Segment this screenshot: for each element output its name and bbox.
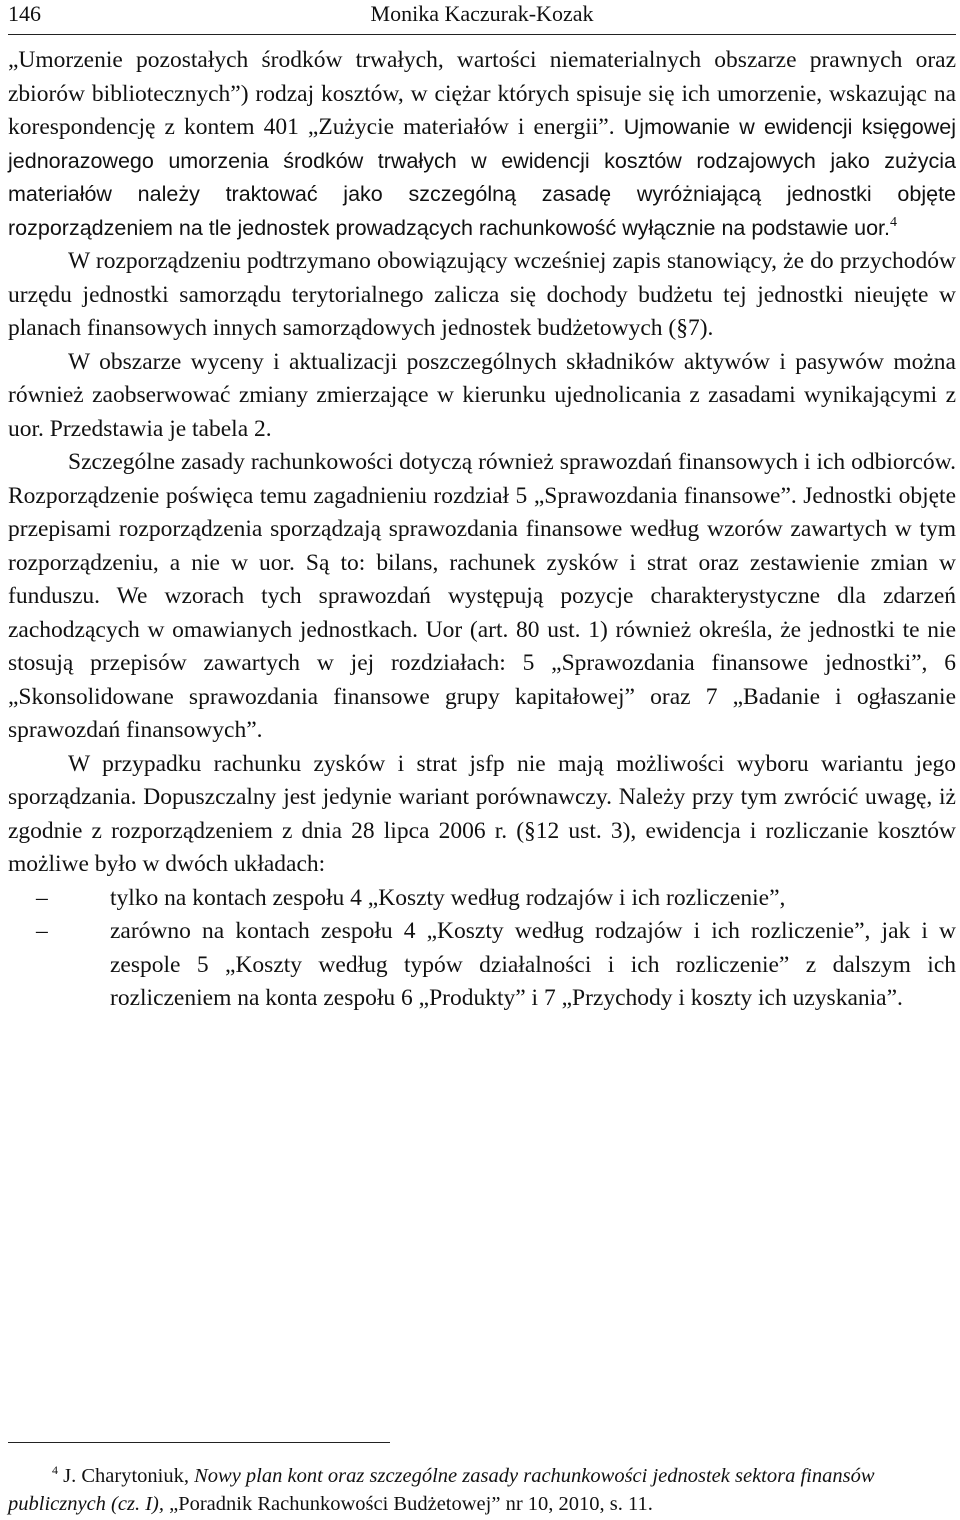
paragraph-2: W rozporządzeniu podtrzymano obowiązujący wcześniej zapis stanowiący, że do przychodów urzędu jednostki samorządu terytorialnego zalicza się dochody budżetu tej jednostki nieujęte w planach finansowych innych samorządowych jednostek budżetowych (§7). (8, 248, 956, 341)
dash-bullet: – (36, 884, 48, 911)
list-item (8, 915, 956, 1016)
footnote-title: Nowy plan kont oraz szczególne zasady rachunkowości jednostek sektora finansów publicznych (cz. I), (8, 1465, 875, 1515)
paragraph-1-rest: Ujmowanie w ewidencji księgowej jednorazowego umorzenia środków trwałych w ewidencji kosztów rodzajowych jako zużycia materiałów należy traktować jako szczególną zasadę wyróżniającą jednostki objęte rozporządzeniem na tle jednostek prowadzących rachunkowość wyłącznie na podstawie uor. (8, 115, 956, 240)
paragraph-1 (8, 44, 956, 245)
paragraph-1-start: „Umorzenie pozostałych środków trwałych, wartości niematerialnych obszarze prawnych oraz zbiorów bibliotecznych”) rodzaj kosztów, w ciężar których spisuje się ich umorzenie, wskazując na korespondencję z kontem 401 „Zużycie materiałów i energii”. (8, 47, 956, 140)
page-header (8, 0, 956, 30)
document-page (8, 0, 956, 1520)
dash-bullet: – (36, 918, 48, 944)
footnote-ref-4[interactable]: 4 (889, 214, 897, 230)
footnote-4 (8, 1462, 956, 1518)
header-rule (8, 34, 956, 35)
list-item-text: zarówno na kontach zespołu 4 „Koszty według rodzajów i ich rozliczenie”, jak i w zespole 5 „Koszty według typów działalności i ich rozliczenie” z dalszym ich rozliczeniem na konta zespołu 6 „Produkty” i 7 „Przychody i koszty ich uzyskania”. (110, 918, 956, 1011)
paragraph-5: W przypadku rachunku zysków i strat jsfp nie mają możliwości wyboru wariantu jego sporządzania. Dopuszczalny jest jedynie wariant porównawczy. Należy przy tym zwrócić uwagę, iż zgodnie z rozporządzeniem z dnia 28 lipca 2006 r. (§12 ust. 3), ewidencja i rozliczanie kosztów możliwe było w dwóch układach: (8, 750, 956, 877)
dash-list (8, 882, 956, 1016)
paragraph-3: W obszarze wyceny i aktualizacji poszczególnych składników aktywów i pasywów można również zaobserwować zmiany zmierzające w kierunku ujednolicania z zasadami wynikającymi z uor. Przedstawia je tabela 2. (8, 348, 956, 442)
list-item-text: tylko na kontach zespołu 4 „Koszty według rodzajów i ich rozliczenie”, (110, 884, 786, 911)
footnote-author: J. Charytoniuk, (58, 1465, 195, 1487)
running-head: Monika Kaczurak-Kozak (370, 1, 594, 26)
body-text (8, 44, 956, 1016)
footnote-rule (8, 1442, 390, 1443)
list-item (8, 882, 956, 916)
paragraph-4: Szczególne zasady rachunkowości dotyczą również sprawozdań finansowych i ich odbiorców. Rozporządzenie poświęca temu zagadnieniu rozdział 5 „Sprawozdania finansowe”. Jednostki objęte przepisami rozporządzenia sporządzają sprawozdania finansowe według wzorów zawartych w tym rozporządzeniu, a nie w uor. Są to: bilans, rachunek zysków i strat oraz zestawienie zmian w funduszu. We wzorach tych sprawozdań występują pozycje charakterystyczne dla zdarzeń zachodzących w omawianych jednostkach. Uor (art. 80 ust. 1) również określa, że jednostki te nie stosują przepisów zawartych w jej rozdziałach: 5 „Sprawozdania finansowe jednostki”, 6 „Skonsolidowane sprawozdania finansowe grupy kapitałowej” oraz 7 „Badanie i ogłaszanie sprawozdań finansowych”. (8, 449, 956, 743)
footnote-source: „Poradnik Rachunkowości Budżetowej” nr 10, 2010, s. 11. (163, 1493, 653, 1515)
footnote-number: 4 (52, 1463, 58, 1478)
page-number: 146 (8, 1, 41, 26)
